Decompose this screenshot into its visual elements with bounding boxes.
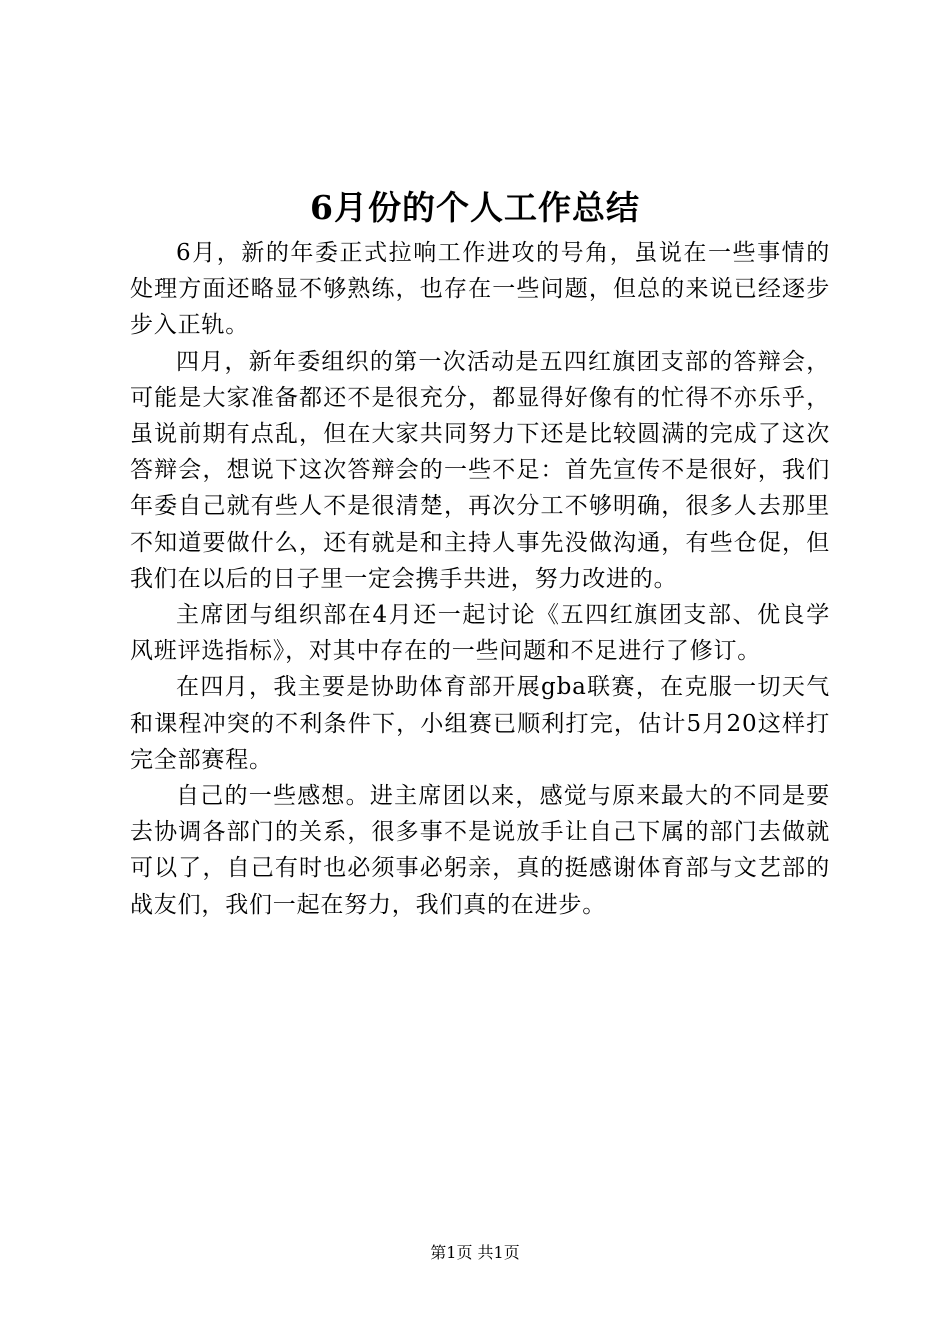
- paragraph-1: 6月，新的年委正式拉响工作进攻的号角，虽说在一些事情的处理方面还略显不够熟练，也存在一些问题，但总的来说已经逐步步入正轨。: [130, 240, 830, 339]
- page-footer: 第1页 共1页: [430, 1243, 520, 1262]
- paragraph-4: 在四月，我主要是协助体育部开展gba联赛，在克服一切天气和课程冲突的不利条件下，小组赛已顺利打完，估计5月20这样打完全部赛程。: [130, 674, 830, 773]
- document-title: 6月份的个人工作总结: [310, 188, 640, 227]
- document-body: [130, 235, 830, 923]
- paragraph-2: 四月，新年委组织的第一次活动是五四红旗团支部的答辩会，可能是大家准备都还不是很充分，都显得好像有的忙得不亦乐乎，虽说前期有点乱，但在大家共同努力下还是比较圆满的完成了这次答辩会，想说下这次答辩会的一些不足：首先宣传不是很好，我们年委自己就有些人不是很清楚，再次分工不够明确，很多人去那里不知道要做什么，还有就是和主持人事先没做沟通，有些仓促，但我们在以后的日子里一定会携手共进，努力改进的。: [130, 348, 830, 592]
- paragraph-5: 自己的一些感想。进主席团以来，感觉与原来最大的不同是要去协调各部门的关系，很多事不是说放手让自己下属的部门去做就可以了，自己有时也必须事必躬亲，真的挺感谢体育部与文艺部的战友们，我们一起在努力，我们真的在进步。: [130, 783, 830, 918]
- paragraph-3: 主席团与组织部在4月还一起讨论《五四红旗团支部、优良学风班评选指标》，对其中存在的一些问题和不足进行了修订。: [130, 602, 830, 665]
